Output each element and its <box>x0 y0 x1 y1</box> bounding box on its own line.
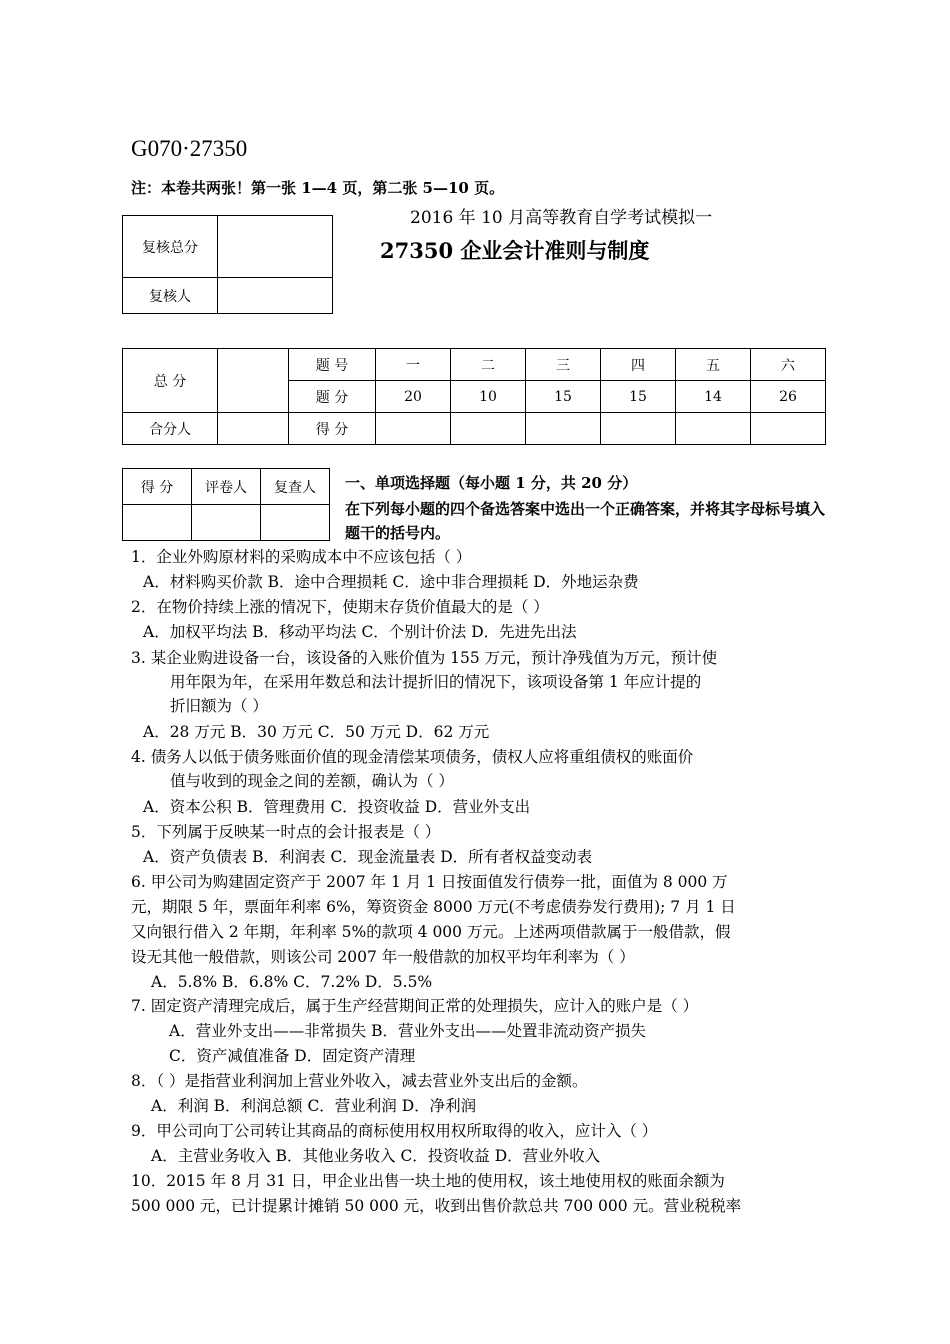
combiner-cell[interactable] <box>218 413 289 445</box>
question-2-options: A．加权平均法 B．移动平均法 C．个别计价法 D．先进先出法 <box>143 623 577 641</box>
grader-score-label: 得 分 <box>123 469 192 505</box>
review-total-cell[interactable] <box>218 216 333 278</box>
question-2: 2．在物价持续上涨的情况下，使期末存货价值最大的是（ ） <box>131 598 549 616</box>
got-cell[interactable] <box>751 413 826 445</box>
got-cell[interactable] <box>376 413 451 445</box>
got-cell[interactable] <box>451 413 526 445</box>
question-6-line-1: 6. 甲公司为购建固定资产于 2007 年 1 月 1 日按面值发行债券一批，面值为 8 000 万 <box>131 873 728 891</box>
question-6-line-4: 设无其他一般借款，则该公司 2007 年一般借款的加权平均年利率为（ ） <box>131 948 635 966</box>
question-3-line-2: 用年限为年，在采用年数总和法计提折旧的情况下，该项设备第 1 年应计提的 <box>170 673 702 691</box>
grader-table <box>122 468 330 541</box>
total-label: 总 分 <box>123 349 218 413</box>
got-cell[interactable] <box>601 413 676 445</box>
number-cell: 四 <box>601 349 676 381</box>
total-cell[interactable] <box>218 349 289 413</box>
exam-line: 2016 年 10 月高等教育自学考试模拟一 <box>410 208 713 228</box>
score-table <box>122 348 826 445</box>
got-cell[interactable] <box>676 413 751 445</box>
question-3-line-3: 折旧额为（ ） <box>170 697 268 715</box>
exam-code: G070·27350 <box>131 136 248 161</box>
number-cell: 二 <box>451 349 526 381</box>
grader-label: 评卷人 <box>192 469 261 505</box>
question-8-options: A．利润 B．利润总额 C．营业利润 D．净利润 <box>151 1097 477 1115</box>
score-cell: 10 <box>451 381 526 413</box>
question-1-options: A．材料购买价款 B．途中合理损耗 C．途中非合理损耗 D．外地运杂费 <box>143 573 639 591</box>
review-table <box>122 215 333 314</box>
question-6-options: A．5.8% B．6.8% C．7.2% D．5.5% <box>151 973 433 991</box>
question-4-line-2: 值与收到的现金之间的差额，确认为（ ） <box>170 772 454 790</box>
question-7-options-1: A．营业外支出——非常损失 B．营业外支出——处置非流动资产损失 <box>169 1022 647 1040</box>
question-8: 8．（ ）是指营业利润加上营业外收入，减去营业外支出后的金额。 <box>131 1072 588 1090</box>
question-4-options: A．资本公积 B．管理费用 C．投资收益 D．营业外支出 <box>143 798 531 816</box>
question-6-line-2: 元，期限 5 年，票面年利率 6%，筹资资金 8000 万元(不考虑债券发行费用); 7 月 1 日 <box>131 898 736 916</box>
checker-label: 复查人 <box>261 469 330 505</box>
number-cell: 五 <box>676 349 751 381</box>
question-10-line-2: 500 000 元，已计提累计摊销 50 000 元，收到出售价款总共 700 000 元。营业税税率 <box>131 1197 742 1215</box>
review-total-label: 复核总分 <box>123 216 218 278</box>
reviewer-label: 复核人 <box>123 278 218 314</box>
score-cell: 15 <box>526 381 601 413</box>
score-cell: 15 <box>601 381 676 413</box>
checker-cell[interactable] <box>261 505 330 541</box>
question-7-options-2: C．资产减值准备 D．固定资产清理 <box>169 1047 416 1065</box>
number-cell: 三 <box>526 349 601 381</box>
question-5-options: A．资产负债表 B．利润表 C．现金流量表 D．所有者权益变动表 <box>143 848 593 866</box>
question-7: 7. 固定资产清理完成后，属于生产经营期间正常的处理损失，应计入的账户是（ ） <box>131 997 699 1015</box>
got-cell[interactable] <box>526 413 601 445</box>
section-title: 一、单项选择题（每小题 1 分，共 20 分） <box>345 474 638 492</box>
score-cell: 14 <box>676 381 751 413</box>
subject-title: 27350 企业会计准则与制度 <box>380 238 650 263</box>
grader-cell[interactable] <box>192 505 261 541</box>
question-6-line-3: 又向银行借入 2 年期，年利率 5%的款项 4 000 万元。上述两项借款属于一般借款，假 <box>131 923 731 941</box>
score-cell: 26 <box>751 381 826 413</box>
number-row-label: 题 号 <box>289 349 376 381</box>
question-3-line-1: 3. 某企业购进设备一台，该设备的入账价值为 155 万元，预计净残值为万元，预计使 <box>131 649 718 667</box>
question-9: 9．甲公司向丁公司转让其商品的商标使用权用权所取得的收入，应计入（ ） <box>131 1122 658 1140</box>
combiner-label: 合分人 <box>123 413 218 445</box>
reviewer-cell[interactable] <box>218 278 333 314</box>
question-1: 1．企业外购原材料的采购成本中不应该包括（ ） <box>131 548 472 566</box>
question-9-options: A．主营业务收入 B．其他业务收入 C．投资收益 D．营业外收入 <box>151 1147 601 1165</box>
page-note: 注：本卷共两张！第一张 1—4 页，第二张 5—10 页。 <box>131 179 505 197</box>
number-cell: 一 <box>376 349 451 381</box>
question-5: 5．下列属于反映某一时点的会计报表是（ ） <box>131 823 441 841</box>
question-3-options: A．28 万元 B．30 万元 C．50 万元 D．62 万元 <box>143 723 490 741</box>
got-row-label: 得 分 <box>289 413 376 445</box>
number-cell: 六 <box>751 349 826 381</box>
section-instruction: 在下列每小题的四个备选答案中选出一个正确答案，并将其字母标号填入题干的括号内。 <box>345 500 826 542</box>
question-4-line-1: 4. 债务人以低于债务账面价值的现金清偿某项债务，债权人应将重组债权的账面价 <box>131 748 694 766</box>
question-10-line-1: 10．2015 年 8 月 31 日，甲企业出售一块土地的使用权，该土地使用权的账面余额为 <box>131 1172 725 1190</box>
grader-score-cell[interactable] <box>123 505 192 541</box>
score-row-label: 题 分 <box>289 381 376 413</box>
score-cell: 20 <box>376 381 451 413</box>
